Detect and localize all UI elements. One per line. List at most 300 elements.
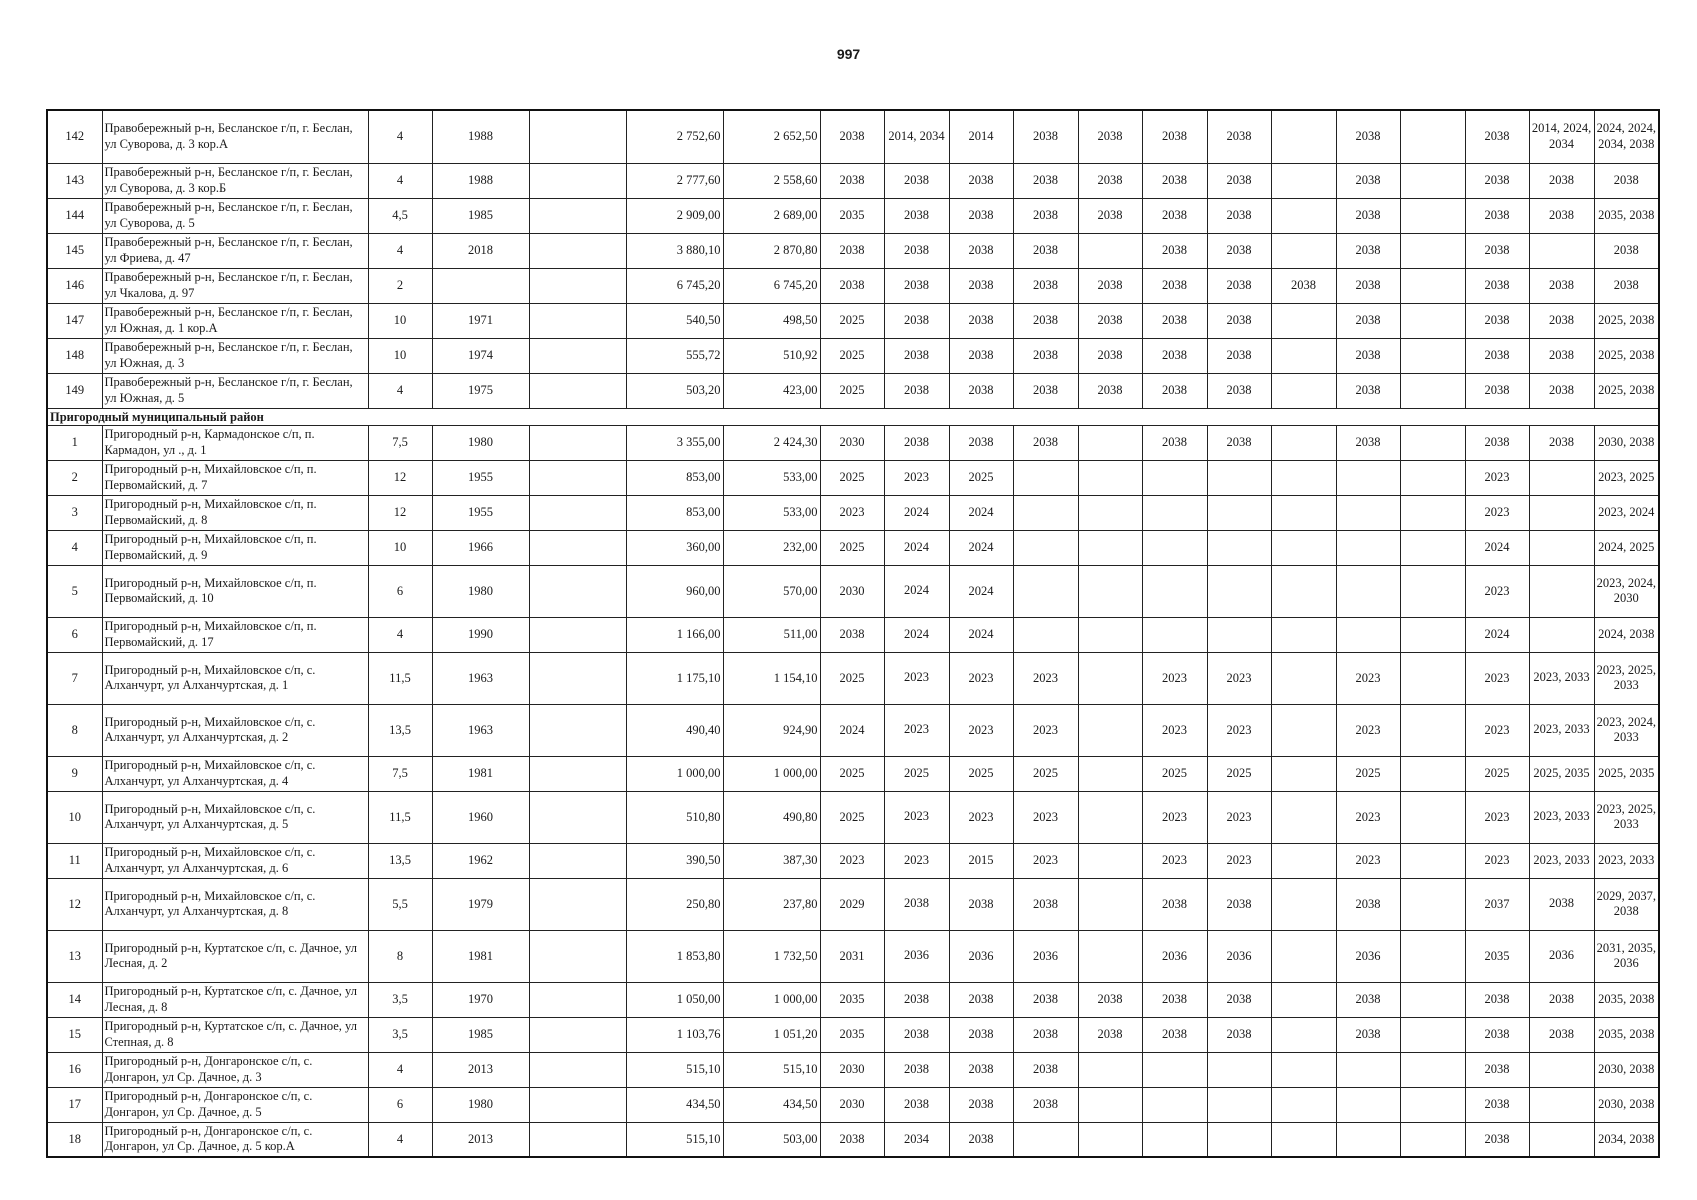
table-row <box>47 1122 1659 1157</box>
cell-area-living: 924,90 <box>723 704 820 756</box>
cell-y3: 2038 <box>949 198 1013 233</box>
cell-y3: 2038 <box>949 982 1013 1017</box>
table-row <box>47 704 1659 756</box>
cell-y9: 2038 <box>1336 425 1400 460</box>
cell-y2: 2024 <box>884 495 949 530</box>
cell-c4 <box>529 930 626 982</box>
cell-y1: 2024 <box>820 704 884 756</box>
cell-y4: 2036 <box>1013 930 1078 982</box>
cell-y5 <box>1078 878 1142 930</box>
cell-y5: 2038 <box>1078 163 1142 198</box>
cell-address: Пригородный р-н, Куртатское с/п, с. Дачное, ул Лесная, д. 2 <box>102 930 368 982</box>
cell-y6: 2023 <box>1142 843 1207 878</box>
cell-y5 <box>1078 565 1142 617</box>
cell-no: 142 <box>47 110 102 163</box>
cell-y7: 2038 <box>1207 425 1271 460</box>
cell-y11: 2038 <box>1465 268 1529 303</box>
cell-y11: 2038 <box>1465 338 1529 373</box>
cell-year: 2013 <box>432 1052 529 1087</box>
cell-y8 <box>1271 565 1336 617</box>
cell-y3: 2038 <box>949 1017 1013 1052</box>
cell-area-living: 1 000,00 <box>723 756 820 791</box>
cell-y6: 2038 <box>1142 338 1207 373</box>
cell-area-total: 1 000,00 <box>626 756 723 791</box>
cell-y8 <box>1271 338 1336 373</box>
cell-floors: 4 <box>368 1122 432 1157</box>
cell-year: 1985 <box>432 1017 529 1052</box>
table-row <box>47 163 1659 198</box>
cell-c4 <box>529 373 626 408</box>
cell-year: 1963 <box>432 652 529 704</box>
cell-y1: 2025 <box>820 338 884 373</box>
cell-y11: 2025 <box>1465 756 1529 791</box>
cell-y1: 2025 <box>820 373 884 408</box>
cell-area-living: 6 745,20 <box>723 268 820 303</box>
cell-y4: 2023 <box>1013 843 1078 878</box>
table-row <box>47 530 1659 565</box>
cell-y5 <box>1078 530 1142 565</box>
cell-floors: 11,5 <box>368 652 432 704</box>
cell-y1: 2030 <box>820 1052 884 1087</box>
cell-area-living: 503,00 <box>723 1122 820 1157</box>
table-row <box>47 617 1659 652</box>
cell-y6: 2038 <box>1142 878 1207 930</box>
section-row <box>47 408 1659 425</box>
cell-y13: 2038 <box>1594 163 1659 198</box>
cell-y2: 2038 <box>884 338 949 373</box>
cell-y10 <box>1400 425 1465 460</box>
cell-area-living: 510,92 <box>723 338 820 373</box>
cell-y1: 2035 <box>820 1017 884 1052</box>
table-row <box>47 1052 1659 1087</box>
cell-y5 <box>1078 843 1142 878</box>
cell-y13: 2025, 2035 <box>1594 756 1659 791</box>
cell-year: 1981 <box>432 930 529 982</box>
cell-y5 <box>1078 1087 1142 1122</box>
cell-y13: 2031, 2035, 2036 <box>1594 930 1659 982</box>
cell-address: Правобережный р-н, Бесланское г/п, г. Беслан, ул Суворова, д. 5 <box>102 198 368 233</box>
cell-y9: 2023 <box>1336 843 1400 878</box>
cell-y8 <box>1271 617 1336 652</box>
cell-area-living: 2 870,80 <box>723 233 820 268</box>
cell-y12: 2038 <box>1529 982 1594 1017</box>
cell-no: 3 <box>47 495 102 530</box>
cell-y10 <box>1400 1017 1465 1052</box>
cell-y6 <box>1142 1052 1207 1087</box>
cell-y2: 2023 <box>884 652 949 704</box>
cell-y3: 2025 <box>949 756 1013 791</box>
cell-y8 <box>1271 982 1336 1017</box>
cell-y9: 2025 <box>1336 756 1400 791</box>
cell-y9: 2036 <box>1336 930 1400 982</box>
table-row <box>47 1017 1659 1052</box>
cell-c4 <box>529 704 626 756</box>
cell-y6: 2038 <box>1142 1017 1207 1052</box>
cell-y7: 2038 <box>1207 982 1271 1017</box>
cell-y4 <box>1013 617 1078 652</box>
cell-y7: 2023 <box>1207 843 1271 878</box>
cell-y2: 2038 <box>884 233 949 268</box>
cell-floors: 3,5 <box>368 1017 432 1052</box>
cell-no: 14 <box>47 982 102 1017</box>
cell-y5 <box>1078 1122 1142 1157</box>
cell-no: 9 <box>47 756 102 791</box>
cell-y13: 2023, 2025 <box>1594 460 1659 495</box>
cell-no: 149 <box>47 373 102 408</box>
cell-y1: 2030 <box>820 425 884 460</box>
cell-y12: 2023, 2033 <box>1529 704 1594 756</box>
cell-address: Пригородный р-н, Михайловское с/п, с. Алханчурт, ул Алханчуртская, д. 2 <box>102 704 368 756</box>
cell-y12 <box>1529 617 1594 652</box>
cell-y6 <box>1142 565 1207 617</box>
cell-address: Пригородный р-н, Донгаронское с/п, с. Донгарон, ул Ср. Дачное, д. 3 <box>102 1052 368 1087</box>
cell-floors: 6 <box>368 565 432 617</box>
cell-y12: 2038 <box>1529 1017 1594 1052</box>
cell-y5 <box>1078 495 1142 530</box>
cell-floors: 10 <box>368 338 432 373</box>
cell-no: 8 <box>47 704 102 756</box>
cell-y13: 2023, 2033 <box>1594 843 1659 878</box>
cell-area-living: 1 051,20 <box>723 1017 820 1052</box>
cell-area-living: 2 558,60 <box>723 163 820 198</box>
cell-y5 <box>1078 233 1142 268</box>
cell-y2: 2023 <box>884 704 949 756</box>
cell-no: 146 <box>47 268 102 303</box>
cell-y8 <box>1271 110 1336 163</box>
cell-year: 2018 <box>432 233 529 268</box>
table-row <box>47 652 1659 704</box>
cell-floors: 13,5 <box>368 843 432 878</box>
cell-y3: 2023 <box>949 791 1013 843</box>
cell-area-total: 2 752,60 <box>626 110 723 163</box>
cell-y6 <box>1142 617 1207 652</box>
cell-y1: 2025 <box>820 791 884 843</box>
cell-y4: 2038 <box>1013 373 1078 408</box>
cell-y8 <box>1271 303 1336 338</box>
cell-y3: 2038 <box>949 303 1013 338</box>
cell-floors: 12 <box>368 460 432 495</box>
cell-y7: 2023 <box>1207 652 1271 704</box>
cell-address: Пригородный р-н, Донгаронское с/п, с. Донгарон, ул Ср. Дачное, д. 5 кор.А <box>102 1122 368 1157</box>
cell-year: 1974 <box>432 338 529 373</box>
cell-y3: 2038 <box>949 425 1013 460</box>
cell-address: Пригородный р-н, Куртатское с/п, с. Дачное, ул Степная, д. 8 <box>102 1017 368 1052</box>
cell-y12: 2014, 2024, 2034 <box>1529 110 1594 163</box>
cell-y8 <box>1271 425 1336 460</box>
cell-year: 1988 <box>432 163 529 198</box>
cell-y12: 2038 <box>1529 268 1594 303</box>
cell-area-total: 853,00 <box>626 495 723 530</box>
cell-y12: 2038 <box>1529 163 1594 198</box>
cell-y7: 2038 <box>1207 268 1271 303</box>
cell-floors: 8 <box>368 930 432 982</box>
cell-y2: 2038 <box>884 425 949 460</box>
cell-y2: 2038 <box>884 1017 949 1052</box>
cell-y9: 2038 <box>1336 1017 1400 1052</box>
cell-y12 <box>1529 1052 1594 1087</box>
cell-y4: 2038 <box>1013 1017 1078 1052</box>
cell-y13: 2025, 2038 <box>1594 373 1659 408</box>
cell-y11: 2038 <box>1465 110 1529 163</box>
registry-section <box>47 408 1659 425</box>
cell-y6: 2038 <box>1142 425 1207 460</box>
cell-no: 5 <box>47 565 102 617</box>
cell-year: 1975 <box>432 373 529 408</box>
cell-y7: 2038 <box>1207 163 1271 198</box>
cell-address: Пригородный р-н, Михайловское с/п, п. Первомайский, д. 8 <box>102 495 368 530</box>
cell-y1: 2030 <box>820 565 884 617</box>
cell-y5 <box>1078 1052 1142 1087</box>
cell-y4: 2023 <box>1013 652 1078 704</box>
cell-floors: 7,5 <box>368 425 432 460</box>
cell-y3: 2024 <box>949 530 1013 565</box>
cell-y13: 2024, 2025 <box>1594 530 1659 565</box>
cell-y12 <box>1529 495 1594 530</box>
cell-y3: 2025 <box>949 460 1013 495</box>
cell-y13: 2025, 2038 <box>1594 303 1659 338</box>
cell-floors: 10 <box>368 530 432 565</box>
cell-c4 <box>529 338 626 373</box>
cell-no: 2 <box>47 460 102 495</box>
cell-y11: 2038 <box>1465 163 1529 198</box>
cell-y4 <box>1013 495 1078 530</box>
cell-y8 <box>1271 1017 1336 1052</box>
cell-y13: 2023, 2025, 2033 <box>1594 791 1659 843</box>
cell-y4: 2038 <box>1013 303 1078 338</box>
cell-y3: 2038 <box>949 233 1013 268</box>
cell-area-total: 510,80 <box>626 791 723 843</box>
cell-no: 1 <box>47 425 102 460</box>
housing-registry-table <box>46 109 1660 1158</box>
cell-y6 <box>1142 495 1207 530</box>
cell-y2: 2038 <box>884 373 949 408</box>
cell-y3: 2015 <box>949 843 1013 878</box>
cell-y2: 2023 <box>884 460 949 495</box>
section-title: Пригородный муниципальный район <box>47 408 1659 425</box>
cell-floors: 4 <box>368 617 432 652</box>
cell-y7: 2038 <box>1207 878 1271 930</box>
cell-y4: 2038 <box>1013 338 1078 373</box>
cell-y1: 2035 <box>820 982 884 1017</box>
cell-y5 <box>1078 425 1142 460</box>
cell-y10 <box>1400 982 1465 1017</box>
cell-year: 1985 <box>432 198 529 233</box>
cell-area-total: 490,40 <box>626 704 723 756</box>
cell-y10 <box>1400 338 1465 373</box>
cell-area-total: 853,00 <box>626 460 723 495</box>
cell-c4 <box>529 756 626 791</box>
cell-y9: 2038 <box>1336 303 1400 338</box>
cell-y10 <box>1400 373 1465 408</box>
cell-y3: 2023 <box>949 704 1013 756</box>
cell-y6 <box>1142 530 1207 565</box>
cell-y5: 2038 <box>1078 982 1142 1017</box>
cell-y3: 2023 <box>949 652 1013 704</box>
cell-y13: 2024, 2038 <box>1594 617 1659 652</box>
cell-y11: 2023 <box>1465 704 1529 756</box>
cell-y3: 2024 <box>949 495 1013 530</box>
cell-y3: 2036 <box>949 930 1013 982</box>
cell-no: 144 <box>47 198 102 233</box>
cell-y12: 2023, 2033 <box>1529 843 1594 878</box>
cell-y5: 2038 <box>1078 110 1142 163</box>
cell-address: Пригородный р-н, Михайловское с/п, с. Алханчурт, ул Алханчуртская, д. 6 <box>102 843 368 878</box>
cell-y6 <box>1142 460 1207 495</box>
cell-y1: 2030 <box>820 1087 884 1122</box>
cell-y7: 2023 <box>1207 791 1271 843</box>
cell-y12: 2038 <box>1529 425 1594 460</box>
cell-y3: 2038 <box>949 163 1013 198</box>
cell-address: Пригородный р-н, Михайловское с/п, с. Алханчурт, ул Алханчуртская, д. 5 <box>102 791 368 843</box>
table-row <box>47 338 1659 373</box>
cell-area-total: 1 166,00 <box>626 617 723 652</box>
cell-year: 1971 <box>432 303 529 338</box>
cell-y8 <box>1271 163 1336 198</box>
cell-y8 <box>1271 652 1336 704</box>
cell-c4 <box>529 791 626 843</box>
cell-y7: 2038 <box>1207 110 1271 163</box>
cell-no: 6 <box>47 617 102 652</box>
cell-address: Правобережный р-н, Бесланское г/п, г. Беслан, ул Фриева, д. 47 <box>102 233 368 268</box>
cell-y10 <box>1400 530 1465 565</box>
cell-y13: 2023, 2024, 2030 <box>1594 565 1659 617</box>
cell-y1: 2038 <box>820 268 884 303</box>
cell-no: 15 <box>47 1017 102 1052</box>
cell-y9 <box>1336 460 1400 495</box>
cell-year: 1979 <box>432 878 529 930</box>
cell-no: 4 <box>47 530 102 565</box>
cell-y10 <box>1400 756 1465 791</box>
cell-y10 <box>1400 233 1465 268</box>
cell-y3: 2038 <box>949 373 1013 408</box>
table-row <box>47 495 1659 530</box>
cell-y2: 2034 <box>884 1122 949 1157</box>
cell-address: Пригородный р-н, Михайловское с/п, с. Алханчурт, ул Алханчуртская, д. 4 <box>102 756 368 791</box>
cell-y6: 2036 <box>1142 930 1207 982</box>
cell-y5 <box>1078 930 1142 982</box>
cell-y11: 2024 <box>1465 617 1529 652</box>
cell-y9: 2038 <box>1336 163 1400 198</box>
cell-c4 <box>529 982 626 1017</box>
cell-area-living: 533,00 <box>723 495 820 530</box>
cell-floors: 4 <box>368 233 432 268</box>
cell-y12: 2023, 2033 <box>1529 791 1594 843</box>
cell-y7 <box>1207 460 1271 495</box>
cell-y9: 2038 <box>1336 233 1400 268</box>
cell-y8 <box>1271 233 1336 268</box>
cell-year: 1955 <box>432 495 529 530</box>
cell-y8 <box>1271 495 1336 530</box>
cell-y2: 2038 <box>884 303 949 338</box>
cell-no: 11 <box>47 843 102 878</box>
cell-area-living: 237,80 <box>723 878 820 930</box>
cell-area-living: 490,80 <box>723 791 820 843</box>
cell-y10 <box>1400 495 1465 530</box>
cell-y4: 2038 <box>1013 878 1078 930</box>
table-row <box>47 303 1659 338</box>
table-row <box>47 110 1659 163</box>
cell-floors: 11,5 <box>368 791 432 843</box>
cell-y10 <box>1400 565 1465 617</box>
cell-y11: 2023 <box>1465 495 1529 530</box>
cell-y11: 2023 <box>1465 791 1529 843</box>
cell-y2: 2038 <box>884 878 949 930</box>
cell-y9: 2038 <box>1336 982 1400 1017</box>
cell-no: 16 <box>47 1052 102 1087</box>
cell-year: 2013 <box>432 1122 529 1157</box>
cell-y8 <box>1271 1122 1336 1157</box>
cell-address: Правобережный р-н, Бесланское г/п, г. Беслан, ул Суворова, д. 3 кор.А <box>102 110 368 163</box>
cell-y4: 2025 <box>1013 756 1078 791</box>
cell-year: 1990 <box>432 617 529 652</box>
cell-y11: 2038 <box>1465 303 1529 338</box>
cell-y5 <box>1078 617 1142 652</box>
cell-address: Правобережный р-н, Бесланское г/п, г. Беслан, ул Южная, д. 3 <box>102 338 368 373</box>
table-row <box>47 373 1659 408</box>
cell-area-total: 515,10 <box>626 1122 723 1157</box>
cell-area-total: 1 175,10 <box>626 652 723 704</box>
cell-no: 13 <box>47 930 102 982</box>
cell-y7: 2023 <box>1207 704 1271 756</box>
cell-y12: 2038 <box>1529 338 1594 373</box>
cell-y5: 2038 <box>1078 1017 1142 1052</box>
cell-y4 <box>1013 530 1078 565</box>
cell-y11: 2038 <box>1465 1052 1529 1087</box>
cell-y1: 2038 <box>820 1122 884 1157</box>
cell-y4: 2038 <box>1013 110 1078 163</box>
cell-no: 18 <box>47 1122 102 1157</box>
cell-y7 <box>1207 565 1271 617</box>
cell-y7: 2038 <box>1207 1017 1271 1052</box>
cell-y9: 2038 <box>1336 878 1400 930</box>
cell-y4: 2038 <box>1013 198 1078 233</box>
cell-area-living: 515,10 <box>723 1052 820 1087</box>
cell-area-total: 3 880,10 <box>626 233 723 268</box>
cell-year <box>432 268 529 303</box>
cell-c4 <box>529 460 626 495</box>
cell-y11: 2023 <box>1465 652 1529 704</box>
cell-y3: 2038 <box>949 268 1013 303</box>
cell-y8 <box>1271 756 1336 791</box>
cell-y11: 2038 <box>1465 233 1529 268</box>
cell-y1: 2035 <box>820 198 884 233</box>
cell-y13: 2035, 2038 <box>1594 982 1659 1017</box>
cell-y7: 2038 <box>1207 233 1271 268</box>
cell-y5: 2038 <box>1078 198 1142 233</box>
cell-c4 <box>529 233 626 268</box>
cell-y9: 2023 <box>1336 704 1400 756</box>
cell-y12 <box>1529 1087 1594 1122</box>
table-row <box>47 565 1659 617</box>
cell-y10 <box>1400 843 1465 878</box>
cell-y8: 2038 <box>1271 268 1336 303</box>
cell-y5: 2038 <box>1078 268 1142 303</box>
cell-address: Пригородный р-н, Кармадонское с/п, п. Кармадон, ул ., д. 1 <box>102 425 368 460</box>
cell-y9 <box>1336 1052 1400 1087</box>
cell-no: 148 <box>47 338 102 373</box>
cell-year: 1960 <box>432 791 529 843</box>
cell-area-living: 1 000,00 <box>723 982 820 1017</box>
cell-y13: 2025, 2038 <box>1594 338 1659 373</box>
cell-y13: 2030, 2038 <box>1594 425 1659 460</box>
cell-area-total: 2 909,00 <box>626 198 723 233</box>
cell-no: 147 <box>47 303 102 338</box>
cell-y7 <box>1207 1122 1271 1157</box>
cell-area-total: 3 355,00 <box>626 425 723 460</box>
cell-c4 <box>529 268 626 303</box>
cell-area-total: 2 777,60 <box>626 163 723 198</box>
table-row <box>47 843 1659 878</box>
